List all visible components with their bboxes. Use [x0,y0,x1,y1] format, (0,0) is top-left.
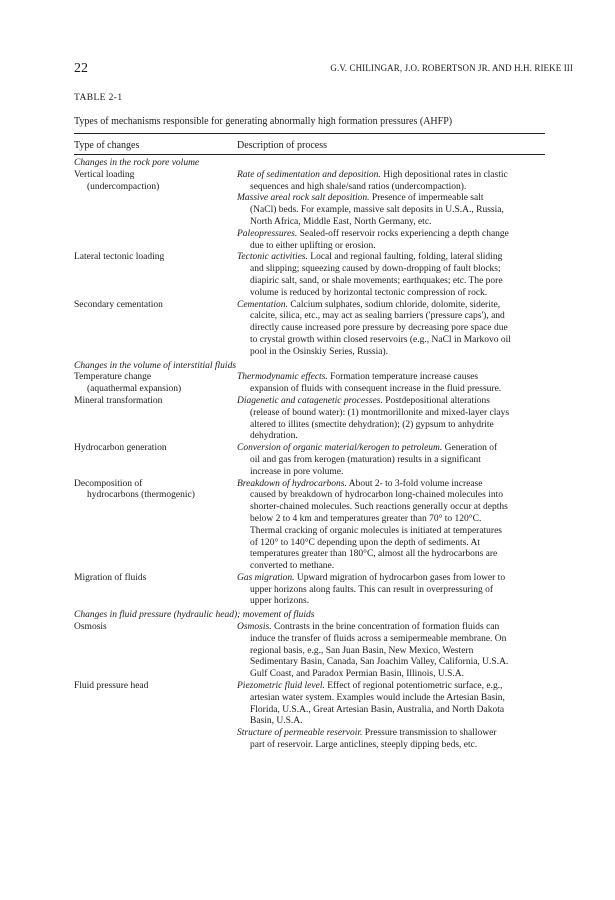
description-entry [237,443,554,478]
process-text: altered to illites (smectite dehydration); (2) gypsum to anhydrite [250,419,494,430]
section-heading: Changes in the rock pore volume [74,158,200,168]
process-text: calcite, silica, etc., may act as sealing barriers ('pressure caps'), and [250,311,505,322]
type-line: (aquathermal expansion) [87,384,182,395]
table-row [74,396,554,443]
process-term: Thermodynamic effects. [237,372,328,383]
description-entry [237,252,554,299]
type-cell [74,479,237,573]
description-line [237,182,554,194]
description-line [237,408,554,420]
description-entry [237,396,554,443]
process-text: Calcium sulphates, sodium chloride, dolomite, siderite, [287,299,501,310]
page-number: 22 [74,61,88,76]
column-header-type: Type of changes [74,140,140,151]
description-entry [237,300,554,359]
type-cell [74,681,237,752]
process-text: dehydration. [250,431,298,442]
description-line [237,514,554,526]
table-row [74,443,554,478]
description-line [237,622,554,634]
process-text: (release of bound water): (1) montmorillonite and mixed-layer clays [250,407,510,418]
process-term: Massive areal rock salt deposition. [237,193,370,204]
table-body [74,158,554,752]
description-entry [237,573,554,608]
description-entry [237,622,554,681]
process-text: Presence of impermeable salt [369,193,484,204]
description-line [237,335,554,347]
process-text: Effect of regional potentiometric surface, e.g., [324,681,503,692]
description-cell [237,170,554,253]
description-entry [237,372,554,396]
process-text: pool in the Osinskiy Series, Russia). [250,346,389,357]
description-entry [237,170,554,194]
description-line [237,490,554,502]
type-cell [74,396,237,443]
description-line [237,323,554,335]
type-line: Lateral tectonic loading [74,252,165,263]
type-line: Fluid pressure head [74,681,149,692]
process-text: High depositional rates in clastic [380,169,508,180]
process-text: volume is reduced by horizontal tectonic compression of rock. [250,287,488,298]
description-line [237,193,554,205]
process-text: Formation temperature increase causes [327,372,479,383]
type-line: Vertical loading [74,169,135,180]
description-line [237,455,554,467]
running-head: G.V. CHILINGAR, J.O. ROBERTSON JR. AND H.H. RIEKE III [330,63,573,73]
type-line: Mineral transformation [74,395,163,406]
description-entry [237,479,554,573]
type-cell [74,443,237,478]
description-line [237,288,554,300]
table-row [74,573,554,608]
description-line [237,264,554,276]
process-text: oil and gas from kerogen (maturation) results in a significant [250,454,481,465]
description-line [237,443,554,455]
process-text: Generation of [442,443,498,454]
description-cell [237,622,554,681]
description-line [237,596,554,608]
table-top-rule [74,133,545,134]
process-term: Piezometric fluid level. [237,681,325,692]
process-text: About 2- to 3-fold volume increase [346,478,483,489]
description-cell [237,443,554,478]
table-caption: Types of mechanisms responsible for generating abnormally high formation pressures (AHFP) [74,116,453,127]
process-text: Florida, U.S.A., Great Artesian Basin, Australia, and North Dakota [250,704,505,715]
type-cell [74,622,237,681]
process-text: diapiric salt, sand, or shale movements; earthquakes; etc. The pore [250,275,503,286]
table-row [74,372,554,396]
process-text: Postdepositional alterations [382,395,490,406]
process-text: of 120° to 140°C depending upon the depth of sediments. At [250,537,481,548]
table-row [74,300,554,359]
description-line [237,502,554,514]
type-cell [74,252,237,299]
description-line [237,311,554,323]
process-text: Upward migration of hydrocarbon gases from lower to [294,572,506,583]
description-line [237,431,554,443]
table-row [74,252,554,299]
type-line: Temperature change [74,372,152,383]
description-line [237,705,554,717]
process-text: to crystal growth within closed reservoirs (e.g., NaCl in Markovo oil [250,334,511,345]
process-term: Osmosis. [237,622,272,633]
table-row [74,622,554,681]
description-line [237,372,554,384]
description-line [237,217,554,229]
section-heading: Changes in the volume of interstitial fluids [74,360,237,371]
table-row [74,479,554,573]
description-line [237,681,554,693]
description-line [237,170,554,182]
description-line [237,300,554,312]
process-text: Contrasts in the brine concentration of formation fluids can [271,622,500,633]
description-cell [237,300,554,359]
description-line [237,549,554,561]
description-entry [237,681,554,728]
type-line: Hydrocarbon generation [74,443,167,454]
process-text: Thermal cracking of organic molecules is initiated at temperatures [250,525,503,536]
description-cell [237,681,554,752]
description-line [237,740,554,752]
description-line [237,573,554,585]
process-term: Gas migration. [237,572,295,583]
process-text: sequences and high shale/sand ratios (undercompaction). [250,181,467,192]
type-line: Decomposition of [74,478,143,489]
description-line [237,252,554,264]
process-text: expansion of fluids with consequent increase in the fluid pressure. [250,384,502,395]
process-text: Sealed-off reservoir rocks experiencing a depth change [297,228,509,239]
type-line: Migration of fluids [74,572,147,583]
description-line [237,229,554,241]
type-cell [74,573,237,608]
description-line [237,634,554,646]
description-line [237,561,554,573]
process-text: due to either uplifting or erosion. [250,240,376,251]
table-row [74,170,554,253]
process-text: Gulf Coast, and Paradox Permian Basin, Illinois, U.S.A. [250,669,464,680]
table-row [74,681,554,752]
process-term: Structure of permeable reservoir. [237,728,363,739]
type-cell [74,300,237,359]
description-line [237,716,554,728]
process-text: shorter-chained molecules. Such reactions generally occur at depths [250,502,508,513]
description-line [237,347,554,359]
description-entry [237,728,554,752]
description-cell [237,396,554,443]
description-line [237,646,554,658]
type-cell [74,372,237,396]
process-term: Diagenetic and catagenetic processes. [237,395,383,406]
description-line [237,728,554,740]
table-header-rule [74,154,545,155]
description-line [237,467,554,479]
process-term: Paleopressures. [237,228,298,239]
description-line [237,657,554,669]
description-line [237,669,554,681]
description-cell [237,479,554,573]
process-text: and slipping; squeezing caused by down-dropping of fault blocks; [250,264,501,275]
description-line [237,538,554,550]
process-text: Pressure transmission to shallower [362,728,497,739]
process-term: Cementation. [237,299,288,310]
process-text: upper horizons. [250,596,310,607]
type-line: Secondary cementation [74,299,163,310]
process-term: Conversion of organic material/kerogen to petroleum. [237,443,443,454]
description-line [237,276,554,288]
process-text: below 2 to 4 km and temperatures greater than 70° to 120°C. [250,513,482,524]
description-line [237,241,554,253]
column-header-description: Description of process [237,140,327,151]
type-line: hydrocarbons (thermogenic) [87,490,195,501]
table-label: TABLE 2-1 [74,93,123,103]
description-entry [237,193,554,228]
process-text: directly cause increased pore pressure by decreasing pore space due [250,323,508,334]
description-line [237,420,554,432]
process-text: induce the transfer of fluids across a semipermeable membrane. On [250,633,507,644]
description-entry [237,229,554,253]
process-text: caused by breakdown of hydrocarbon long-chained molecules into [250,490,503,501]
section-heading: Changes in fluid pressure (hydraulic head); movement of fluids [74,610,315,621]
process-text: North Africa, Middle East, North Germany, etc. [250,216,432,227]
description-line [237,396,554,408]
process-text: Local and regional faulting, folding, lateral sliding [307,252,503,263]
process-term: Tectonic activities. [237,252,308,263]
process-text: part of reservoir. Large anticlines, steeply dipping beds, etc. [250,740,478,751]
description-line [237,585,554,597]
process-text: upper horizons along faults. This can result in overpressuring of [250,584,494,595]
process-text: Sedimentary Basin, Canada, San Joachim Valley, California, U.S.A. [250,657,509,668]
description-cell [237,573,554,608]
process-text: converted to methane. [250,561,335,572]
type-line: Osmosis [74,622,107,633]
description-line [237,526,554,538]
process-text: temperatures greater than 180°C, almost all the hydrocarbons are [250,549,498,560]
description-cell [237,372,554,396]
process-term: Rate of sedimentation and deposition. [237,169,381,180]
process-text: (NaCl) beds. For example, massive salt deposits in U.S.A., Russia, [250,205,504,216]
description-line [237,384,554,396]
description-cell [237,252,554,299]
type-cell [74,170,237,253]
description-line [237,479,554,491]
description-line [237,205,554,217]
process-text: artesian water system. Examples would include the Artesian Basin, [250,692,505,703]
process-text: Basin, U.S.A. [250,716,303,727]
description-line [237,693,554,705]
process-term: Breakdown of hydrocarbons. [237,478,347,489]
process-text: increase in pore volume. [250,466,344,477]
process-text: regional basis, e.g., San Juan Basin, New Mexico, Western [250,645,474,656]
type-line: (undercompaction) [87,181,160,192]
